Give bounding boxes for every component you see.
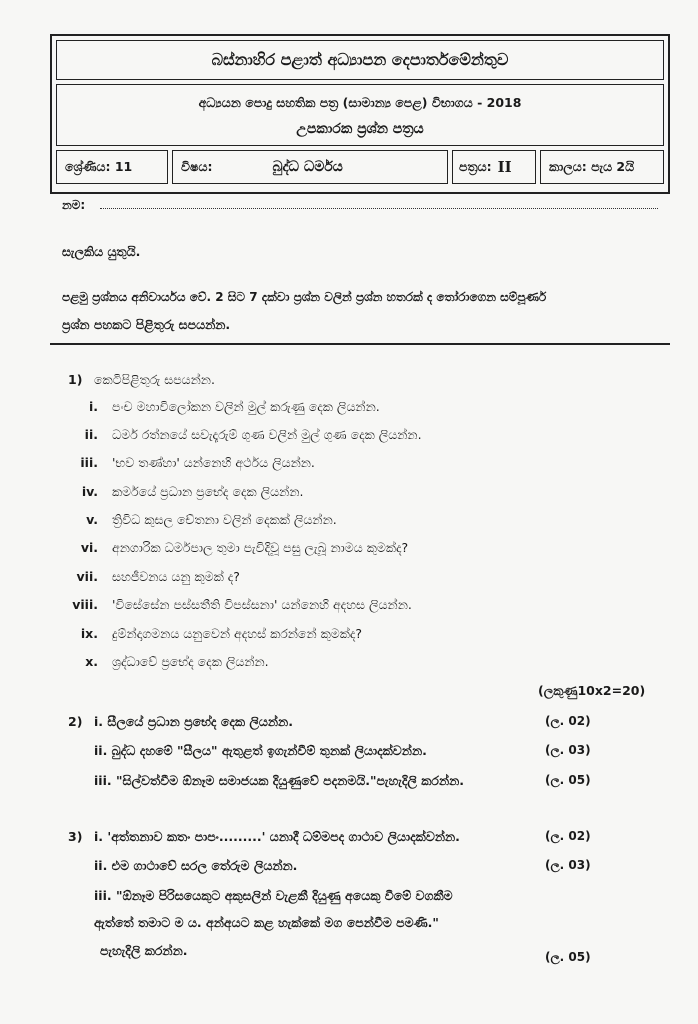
name-dotted-line xyxy=(100,208,658,209)
paper-number: II xyxy=(497,158,512,176)
q1-item-number: x. xyxy=(85,654,98,669)
q1-item-number: ix. xyxy=(80,626,98,641)
q1-marks: (ලකුණු10x2=20) xyxy=(538,683,646,698)
department-title: බස්නාහිර පළාත් අධ්‍යාපන දෙපාර්තමේන්තුව xyxy=(56,40,664,80)
q1-item-text: 'භව තණ්හා' යන්නෙහි අර්ථය ලියන්න. xyxy=(112,455,315,470)
q2-part-text: ii. බුද්ධ දහමේ "සීලය" ඇතුළත් ඉගැන්වීම් තුනක් ලියාදක්වන්න. xyxy=(94,743,427,758)
grade-label: ශ්‍රේණිය: 11 xyxy=(65,159,133,174)
exam-header xyxy=(50,34,670,212)
exam-title-block xyxy=(56,84,664,146)
q3-final-marks: (ල. 05) xyxy=(545,950,591,964)
q1-item-number: iii. xyxy=(80,455,98,470)
q2-part-marks: (ල. 02) xyxy=(545,714,591,728)
q3-continuation: ඇත්තේ තමාට ම ය. අන්අයට කළ හැක්කේ මග පෙන්වීම පමණි." xyxy=(94,915,439,930)
q3-part-text: ii. එම ගාථාවේ සරල තේරුම ලියන්න. xyxy=(94,858,298,873)
instructions-line-2: ප්‍රශ්න පහකට පිළිතුරු සපයන්න. xyxy=(62,317,231,332)
divider-line xyxy=(50,343,670,345)
q3-number: 3) xyxy=(68,829,83,844)
time-cell xyxy=(540,150,664,184)
q3-part-text: i. 'අත්තනාව කතං පාපං.........' යනාදී ධම්මපද ගාථාව ලියාදක්වන්න. xyxy=(94,829,460,844)
q1-item-text: සහජීවනය යනු කුමක් ද? xyxy=(112,569,240,584)
time-label: කාලය: පැය 2යි xyxy=(549,159,635,174)
grade-cell xyxy=(56,150,168,184)
q1-item-text: 'විසේසේන පස්සතීති විපස්සනා' යන්නෙහි අදහස ලියන්න. xyxy=(112,597,412,612)
name-label: නම: xyxy=(62,198,86,212)
paper-cell xyxy=(452,150,536,184)
q2-part-marks: (ල. 05) xyxy=(545,773,591,787)
q1-item-number: vi. xyxy=(80,540,98,555)
subject-value: බුද්ධ ධර්මය xyxy=(272,159,343,175)
subject-cell xyxy=(172,150,448,184)
q1-item-text: කර්මයේ ප්‍රධාන ප්‍රභේද දෙක ලියන්න. xyxy=(112,484,304,499)
q1-item-number: ii. xyxy=(84,427,98,442)
q1-item-text: ධර්ම රත්නයේ සවැදෑරුම් ගුණ වලින් මුල් ගුණ දෙක ලියන්න. xyxy=(112,427,422,442)
q1-item-number: v. xyxy=(86,512,98,527)
q1-item-text: දුම්න්දාගමනය යනුවෙන් අදහස් කරන්නේ කුමක්ද? xyxy=(112,626,363,641)
q1-item-text: ශ්‍රද්ධාවේ ප්‍රභේද දෙක ලියන්න. xyxy=(112,654,269,669)
q2-number: 2) xyxy=(68,714,83,729)
paper-type: උපකාරක ප්‍රශ්න පත්‍රය xyxy=(296,121,424,137)
q2-part-text: iii. "සිල්වත්වීම ඕනෑම සමාජයක දියුණුවේ පදනමයි."පැහැදිලි කරන්න. xyxy=(94,773,465,788)
q1-title: කෙටිපිළිතුරු සපයන්න. xyxy=(94,372,215,387)
q3-part-marks: (ල. 03) xyxy=(545,858,591,872)
paper-label: පත්‍රය: xyxy=(459,159,492,174)
name-row xyxy=(62,198,658,220)
q1-item-number: i. xyxy=(88,399,98,414)
q2-part-text: i. සීලයේ ප්‍රධාන ප්‍රභේද දෙක ලියන්න. xyxy=(94,714,293,729)
subject-label: විෂය: xyxy=(181,159,213,174)
q2-part-marks: (ල. 03) xyxy=(545,743,591,757)
instructions-title: සැලකිය යුතුයි. xyxy=(62,244,141,259)
q1-item-number: viii. xyxy=(72,597,98,612)
q1-item-number: iv. xyxy=(81,484,98,499)
q1-item-text: අනගාරික ධර්මපාල තුමා පැවිදිවූ පසු ලැබූ නාමය කුමක්ද? xyxy=(112,540,409,555)
q1-item-text: පංච මහාවිලෝකන වලින් මුල් කරුණු දෙක ලියන්න. xyxy=(112,399,380,414)
q1-item-text: ත්‍රිවිධ කුසල චේතනා වලින් දෙකක් ලියන්න. xyxy=(112,512,337,527)
exam-title: අධ්‍යයන පොදු සහතික පත්‍ර (සාමාන්‍ය පෙළ) විභාගය - 2018 xyxy=(198,95,522,110)
q3-part-text: iii. "ඕනෑම පිරිසයෙකුට අකුසලින් වැළකී දියුණු අයෙකු වීමේ වගකීම xyxy=(94,888,453,903)
q3-part-marks: (ල. 02) xyxy=(545,829,591,843)
instructions-line-1: පළමු ප්‍රශ්නය අනිවාර්යය වේ. 2 සිට 7 දක්වා ප්‍රශ්න වලින් ප්‍රශ්න හතරක් ද තෝරාගෙන සම්පූර්ණ xyxy=(62,290,547,304)
q3-continuation: පැහැදිලි කරන්න. xyxy=(100,943,188,958)
q1-number: 1) xyxy=(68,372,83,387)
q1-item-number: vii. xyxy=(76,569,98,584)
